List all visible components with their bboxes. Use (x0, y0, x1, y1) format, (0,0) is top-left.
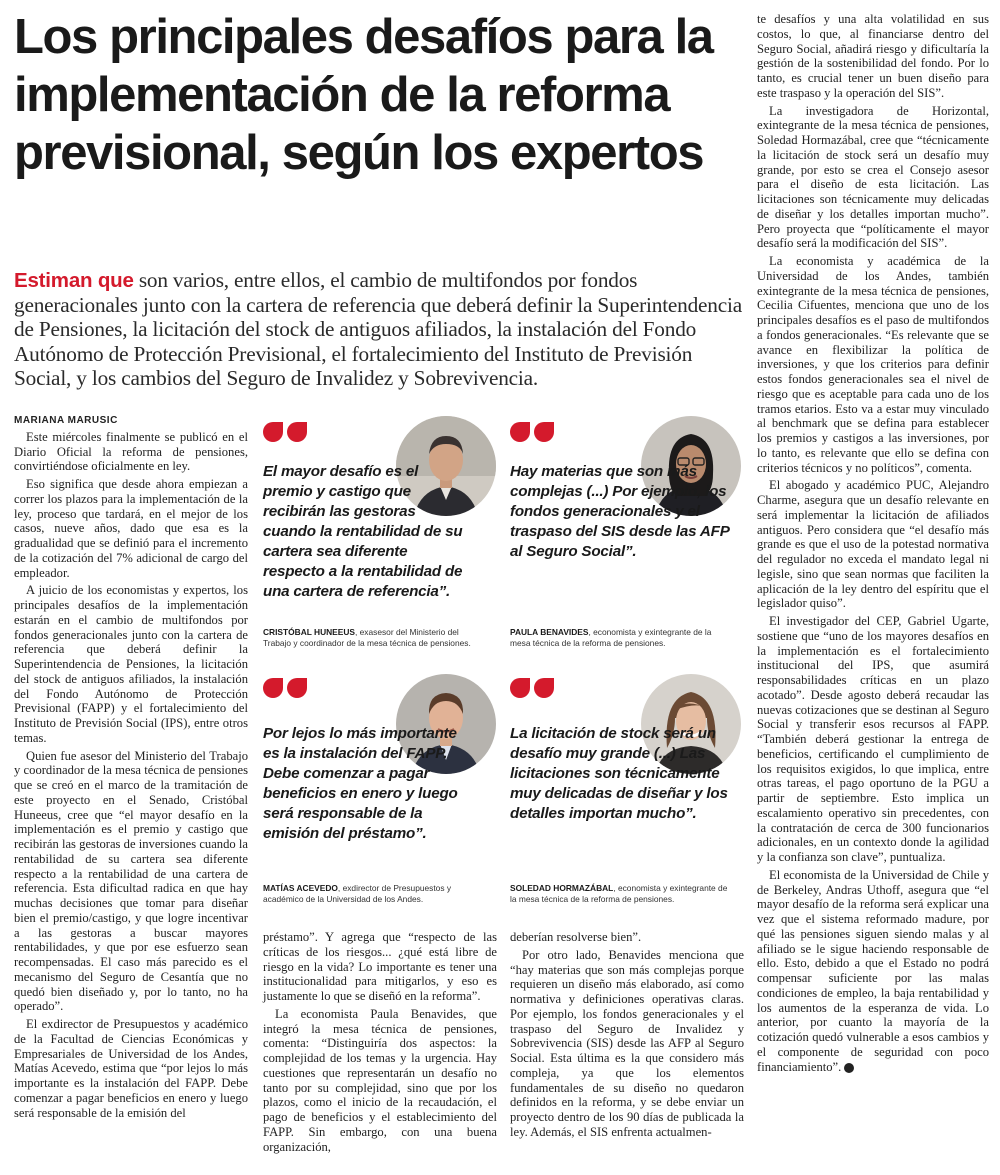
body-paragraph: El investigador del CEP, Gabriel Ugarte, sostiene que “uno de los mayores desafíos en la implementación es el fortalecimiento institucional del IPS, que asumirá responsabilidades críticas en un plazo acotado”. Desde agosto deberá recaudar las nuevas cotizaciones que se destinan al Seguro Social y transferir esos recursos al FAPP. “También deberá gestionar la entrega de beneficios, certificando el cumplimiento de los requisitos exigidos, lo que implica, entre otras tareas, el pago oportuno de la PGU a partir de septiembre. Esto implica un escalamiento operativo sin precedentes, con la contratación de cerca de 300 funcionarios adicionales, en un contexto donde la agilidad y la confianza son clave”, puntualiza. (757, 614, 989, 864)
column-3 (510, 930, 744, 1140)
body-paragraph: La investigadora de Horizontal, exintegrante de la mesa técnica de pensiones, Soledad Hormazábal, cree que “técnicamente la licitación de stock será un desafío muy grande, por esto se crea el Consejo asesor para el diseño de esta licitación. Las licitaciones son técnicamente muy delicadas de diseñar y los detalles importan mucho”. Pero proyecta que “políticamente el mayor desafío será la modificación del SIS”. (757, 103, 989, 251)
body-paragraph (757, 868, 989, 1075)
quote-text: Hay materias que son más complejas (...) Por ejemplo, los fondos generacionales y el traspaso del SIS desde las AFP al Seguro Social”. (510, 463, 730, 560)
column-2 (263, 930, 497, 1154)
quote-marks-icon (263, 422, 307, 442)
body-paragraph: A juicio de los economistas y expertos, los principales desafíos de la implementación estarán en el cambio de multifondos por fondos generacionales junto con la cartera de referencia que deberá definir la Superintendencia de Pensiones, la licitación del stock de antiguos afiliados, la instalación del Fondo Autónomo de Protección Previsional (FAPP) y el fortalecimiento del Instituto de Previsión Social (IPS), entre otros temas. (14, 583, 248, 745)
quote-name: SOLEDAD HORMAZÁBAL (510, 883, 614, 893)
pull-quote-huneeus (263, 416, 498, 656)
quote-attribution (263, 627, 481, 649)
quote-marks-icon (263, 678, 307, 698)
body-paragraph: El abogado y académico PUC, Alejandro Charme, asegura que un desafío relevante en será implementar la licitación de afiliados antiguos. Pero considera que “el desafío más grande es que el uso de la potestad normativa del regulador no exceda el mandato legal ni legisle, sino que sean normas que faciliten la aplicación de la ley dentro del espíritu que el legislador quiso”. (757, 478, 989, 611)
quote-text: Por lejos lo más importante es la instalación del FAPP. Debe comenzar a pagar beneficios en enero y luego será responsable de la emisión del préstamo”. (263, 725, 458, 842)
body-paragraph: Quien fue asesor del Ministerio del Trabajo y coordinador de la mesa técnica de pensiones que se creó en el marco de la tramitación de este proyecto en el Senado, Cristóbal Huneeus, cree que “el mayor desafío en la implementación es el premio y castigo que recibirán las gestoras de inversiones cuando la rentabilidad de su cartera sea diferente respecto a la rentabilidad de una cartera de referencia. Esta dificultad radica en que hay muchas decisiones que tomar para diseñar bien el premio/castigo, y que logre incentivar a las gestoras a buscar mayores rentabilidades, y que por ese esfuerzo sean recompensadas. El caso más parecido es el mecanismo del Seguro de Cesantía que no quedó bien diseñado y, por lo tanto, no ha operado”. (14, 748, 248, 1014)
pull-quote-hormazabal (510, 672, 745, 912)
pull-quote-acevedo (263, 672, 498, 912)
quote-role: , exdirector de Presupuestos y académico de la Universidad de los Andes. (263, 883, 452, 904)
quote-text: La licitación de stock será un desafío muy grande (...) Las licitaciones son técnicamente muy delicadas de diseñar y los detalles importan mucho”. (510, 725, 728, 822)
quote-marks-icon (510, 678, 554, 698)
body-paragraph: Eso significa que desde ahora empiezan a correr los plazos para la implementación de la ley, proceso que tardará, en el mejor de los casos, nueve años, dado que esa es la gradualidad que se definió para el incremento de la cotización del 7% adicional de cargo del empleador. (14, 477, 248, 580)
body-paragraph: préstamo”. Y agrega que “respecto de las críticas de los riesgos... ¿qué está libre de riesgo en la vida? Lo importante es tener una institucionalidad para mitigarlos, y eso es justamente lo que se diseñó en la reforma”. (263, 930, 497, 1003)
pull-quote-benavides (510, 416, 745, 656)
headline: Los principales desafíos para la implementación de la reforma previsional, según los expertos (14, 10, 713, 180)
body-paragraph: te desafíos y una alta volatilidad en sus costos, lo que, al financiarse dentro del Seguro Social, añadirá riesgo y dificultaría la gestión de la sostenibilidad del fondo. Por lo tanto, es crucial tener un buen diseño para este traspaso y la operación del SIS”. (757, 12, 989, 100)
body-paragraph: deberían resolverse bien”. (510, 930, 642, 944)
quote-name: CRISTÓBAL HUNEEUS (263, 627, 355, 637)
column-4 (757, 12, 989, 1074)
quote-role: , exasesor del Ministerio del Trabajo y coordinador de la mesa técnica de pensiones. (263, 627, 471, 648)
end-of-article-mark: P (844, 1063, 854, 1073)
body-text: El economista de la Universidad de Chile y de Berkeley, Andras Uthoff, asegura que “el mayor desafío de la reforma será explicar una vez que el sistema reformado madure, por qué las pensiones siguen siendo malas y al afiliado se le sigue haciendo responsable de ello. Esto, debido a que el Estado no podrá compensar suficiente por las malas condiciones de empleo, la baja rentabilidad y los aumentos de la esperanza de vida. Lo anterior, por cuanto la mayoría de la cotización quedó vulnerable a esos cambios y el componente de seguridad con poco financiamiento”. (757, 867, 989, 1074)
body-paragraph: Por otro lado, Benavides menciona que “hay materias que son más complejas porque requieren un diseño más elaborado, así como normativa y definiciones operativas claras. Por ejemplo, los fondos generacionales y el traspaso del Seguro de Invalidez y Sobrevivencia (SIS) desde las AFP al Seguro Social. Esta última es la que considero más compleja, ya que los elementos fundamentales de su diseño no quedaron definidos en la reforma, y se debe enviar un proyecto dentro de los 90 días de publicada la ley. Además, el SIS enfrenta actualmen- (510, 947, 744, 1139)
quote-role: , economista y exintegrante de la mesa técnica de la reforma de pensiones. (510, 627, 712, 648)
lead-paragraph (14, 268, 744, 390)
quote-attribution (510, 627, 730, 649)
body-paragraph: El exdirector de Presupuestos y académico de la Facultad de Ciencias Económicas y Empresariales de Universidad de los Andes, Matías Acevedo, estima que “por lejos lo más importante es la instalación del FAPP. Debe comenzar a pagar beneficios en enero y luego será responsable de la emisión del (14, 1017, 248, 1120)
body-paragraph: La economista Paula Benavides, que integró la mesa técnica de pensiones, comenta: “Distinguiría dos aspectos: la complejidad de los temas y la urgencia. Hay cuestiones que representarán un desafío no tanto por su complejidad, sino que por los plazos, como el inicio de la recaudación, el pago de beneficios y el establecimiento del FAPP. Sin embargo, con una buena organización, (263, 1006, 497, 1154)
quote-attribution (263, 883, 481, 905)
byline: MARIANA MARUSIC (14, 415, 118, 426)
quote-marks-icon (510, 422, 554, 442)
quote-role: , economista y exintegrante de la mesa técnica de la reforma de pensiones. (510, 883, 728, 904)
body-paragraph: La economista y académica de la Universidad de los Andes, también exintegrante de la mesa técnica de pensiones, Cecilia Cifuentes, menciona que uno de los principales desafíos es el paso de multifondos a fondos generacionales. “Es relevante que se avance en flexibilizar la política de inversiones, y que los criterios para definir estos fondos generacionales sea el nivel de riesgo que es aceptable para cada uno de los tramos etarios. Esto va a estar muy vinculado al benchmark que se defina para establecer los premios y castigos a las inversiones, por lo tanto, es relevante que ello se defina con criterios técnicos y no políticos”, comenta. (757, 254, 989, 475)
quote-name: MATÍAS ACEVEDO (263, 883, 338, 893)
body-paragraph: Este miércoles finalmente se publicó en el Diario Oficial la reforma de pensiones, convirtiéndose oficialmente en ley. (14, 429, 248, 474)
lead-kicker: Estiman que (14, 269, 134, 292)
column-1 (14, 414, 248, 1120)
quote-name: PAULA BENAVIDES (510, 627, 589, 637)
quote-attribution (510, 883, 730, 905)
lead-text: son varios, entre ellos, el cambio de multifondos por fondos generacionales junto con la cartera de referencia que deberá definir la Superintendencia de Pensiones, la licitación del stock de antiguos afiliados, la instalación del Fondo Autónomo de Protección Previsional, el fortalecimiento del Instituto de Previsión Social, y los cambios del Seguro de Invalidez y Sobrevivencia. (14, 268, 742, 390)
quote-text: El mayor desafío es el premio y castigo que recibirán las gestoras cuando la rentabilidad de su cartera sea diferente respecto a la rentabilidad de una cartera de referencia”. (263, 463, 463, 600)
